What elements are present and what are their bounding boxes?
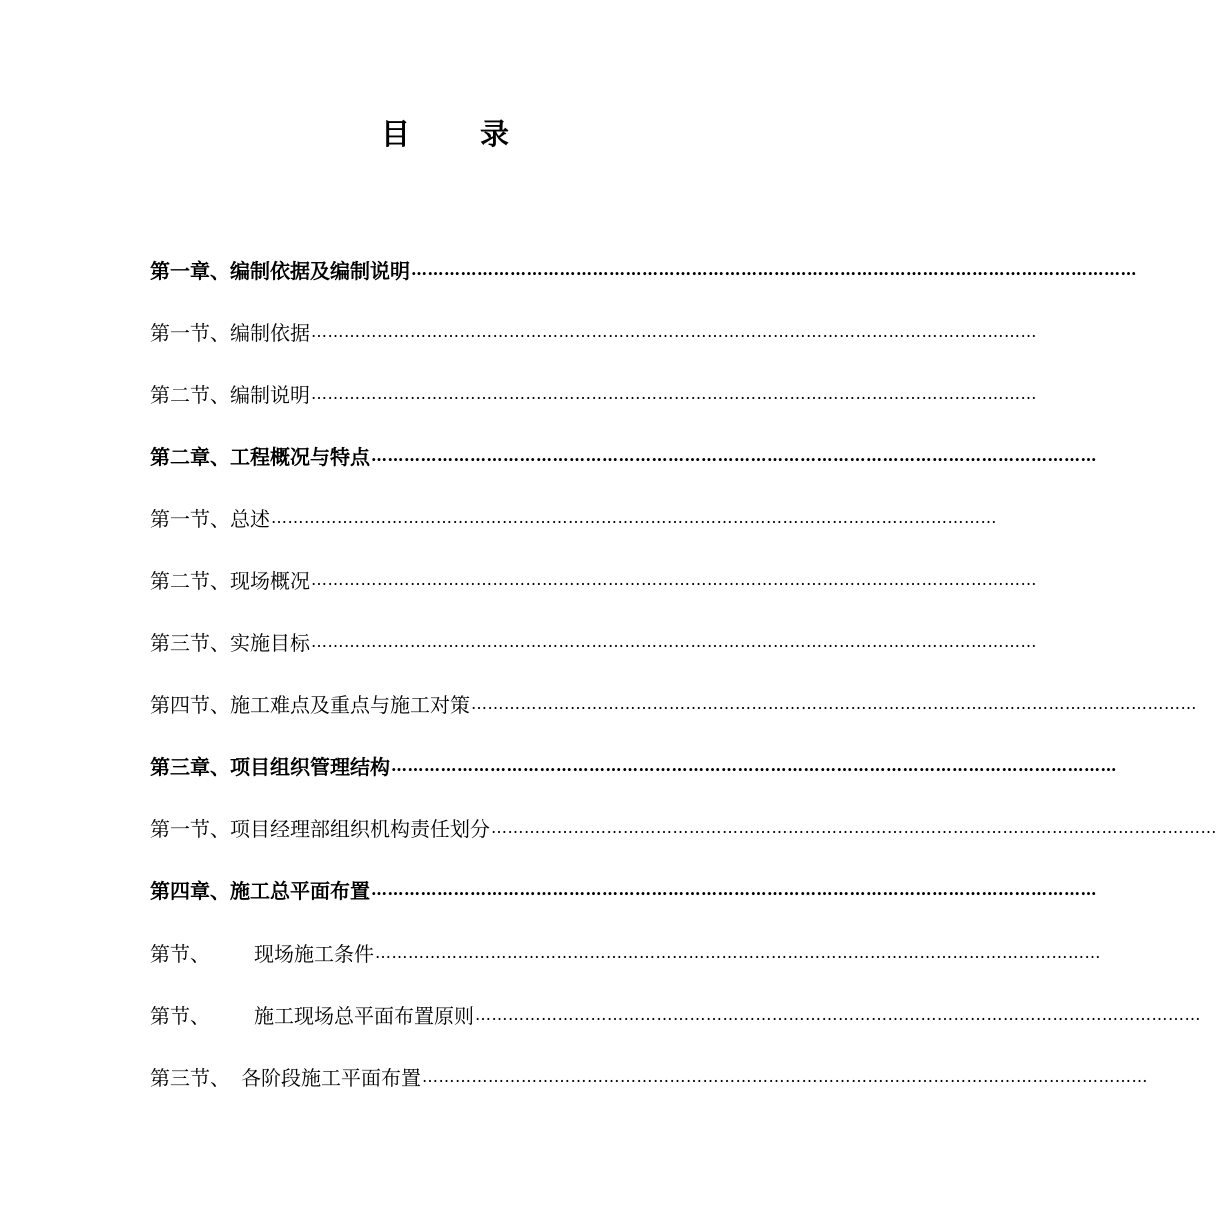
toc-text: 总述 — [230, 506, 270, 531]
toc-text: 编制依据 — [230, 320, 310, 345]
toc-text: 项目经理部组织机构责任划分 — [230, 817, 490, 842]
toc-chapter-3[interactable] — [150, 735, 1117, 797]
toc-prefix: 第三节、 — [150, 631, 230, 656]
toc-text: 施工现场总平面布置原则 — [254, 1003, 474, 1028]
page-title — [0, 112, 890, 153]
toc-text: 施工总平面布置 — [230, 879, 370, 904]
toc-chapter-1[interactable] — [150, 238, 1137, 300]
toc-text: 现场施工条件 — [254, 941, 374, 966]
toc-text: 施工难点及重点与施工对策 — [230, 693, 470, 718]
toc-section-4-3[interactable] — [150, 1045, 1148, 1107]
dot-leader: …………………………………………………………………………………………………………………… — [371, 880, 1097, 900]
toc-prefix: 第四章、 — [150, 879, 230, 904]
toc-prefix: 第一节、 — [150, 817, 230, 842]
dot-leader: …………………………………………………………………………………………………………………… — [375, 942, 1101, 962]
title-part-2: 录 — [480, 117, 510, 151]
dot-leader: …………………………………………………………………………………………………………………… — [371, 445, 1097, 465]
dot-leader: …………………………………………………………………………………………………………………… — [411, 259, 1137, 279]
toc-text: 各阶段施工平面布置 — [241, 1065, 421, 1090]
toc-section-3-1[interactable] — [150, 797, 1217, 859]
dot-leader: …………………………………………………………………………………………………………………… — [471, 694, 1197, 714]
toc-chapter-4[interactable] — [150, 859, 1097, 921]
toc-prefix: 第一章、 — [150, 258, 230, 283]
toc-prefix: 第节、 — [150, 941, 210, 966]
dot-leader: …………………………………………………………………………………………………………………… — [422, 1066, 1148, 1086]
toc-section-4-2[interactable] — [150, 983, 1201, 1045]
dot-leader: …………………………………………………………………………………………………………………… — [311, 632, 1037, 652]
toc-text: 实施目标 — [230, 631, 310, 656]
toc-text: 编制说明 — [230, 382, 310, 407]
dot-leader: …………………………………………………………………………………………………………………… — [271, 507, 997, 527]
dot-leader: …………………………………………………………………………………………………………………… — [491, 818, 1217, 838]
toc-text: 编制依据及编制说明 — [230, 258, 410, 283]
toc-prefix: 第二章、 — [150, 444, 230, 469]
toc-section-1-1[interactable] — [150, 300, 1037, 362]
table-of-contents — [150, 238, 1217, 1107]
toc-section-2-1[interactable] — [150, 486, 997, 548]
toc-prefix: 第一节、 — [150, 506, 230, 531]
toc-chapter-2[interactable] — [150, 424, 1097, 486]
dot-leader: …………………………………………………………………………………………………………………… — [391, 756, 1117, 776]
dot-leader: …………………………………………………………………………………………………………………… — [311, 570, 1037, 590]
toc-prefix: 第一节、 — [150, 320, 230, 345]
toc-section-2-4[interactable] — [150, 673, 1197, 735]
toc-prefix: 第四节、 — [150, 693, 230, 718]
toc-section-1-2[interactable] — [150, 362, 1037, 424]
toc-prefix: 第三节、 — [150, 1065, 230, 1090]
toc-text: 项目组织管理结构 — [230, 755, 390, 780]
toc-prefix: 第三章、 — [150, 755, 230, 780]
toc-text: 工程概况与特点 — [230, 444, 370, 469]
dot-leader: …………………………………………………………………………………………………………………… — [475, 1004, 1201, 1024]
toc-section-2-2[interactable] — [150, 548, 1037, 610]
dot-leader: …………………………………………………………………………………………………………………… — [311, 321, 1037, 341]
dot-leader: …………………………………………………………………………………………………………………… — [311, 383, 1037, 403]
toc-prefix: 第二节、 — [150, 569, 230, 594]
toc-prefix: 第节、 — [150, 1003, 210, 1028]
title-part-1: 目 — [380, 117, 410, 151]
toc-prefix: 第二节、 — [150, 382, 230, 407]
toc-section-4-1[interactable] — [150, 921, 1101, 983]
toc-section-2-3[interactable] — [150, 611, 1037, 673]
toc-text: 现场概况 — [230, 569, 310, 594]
